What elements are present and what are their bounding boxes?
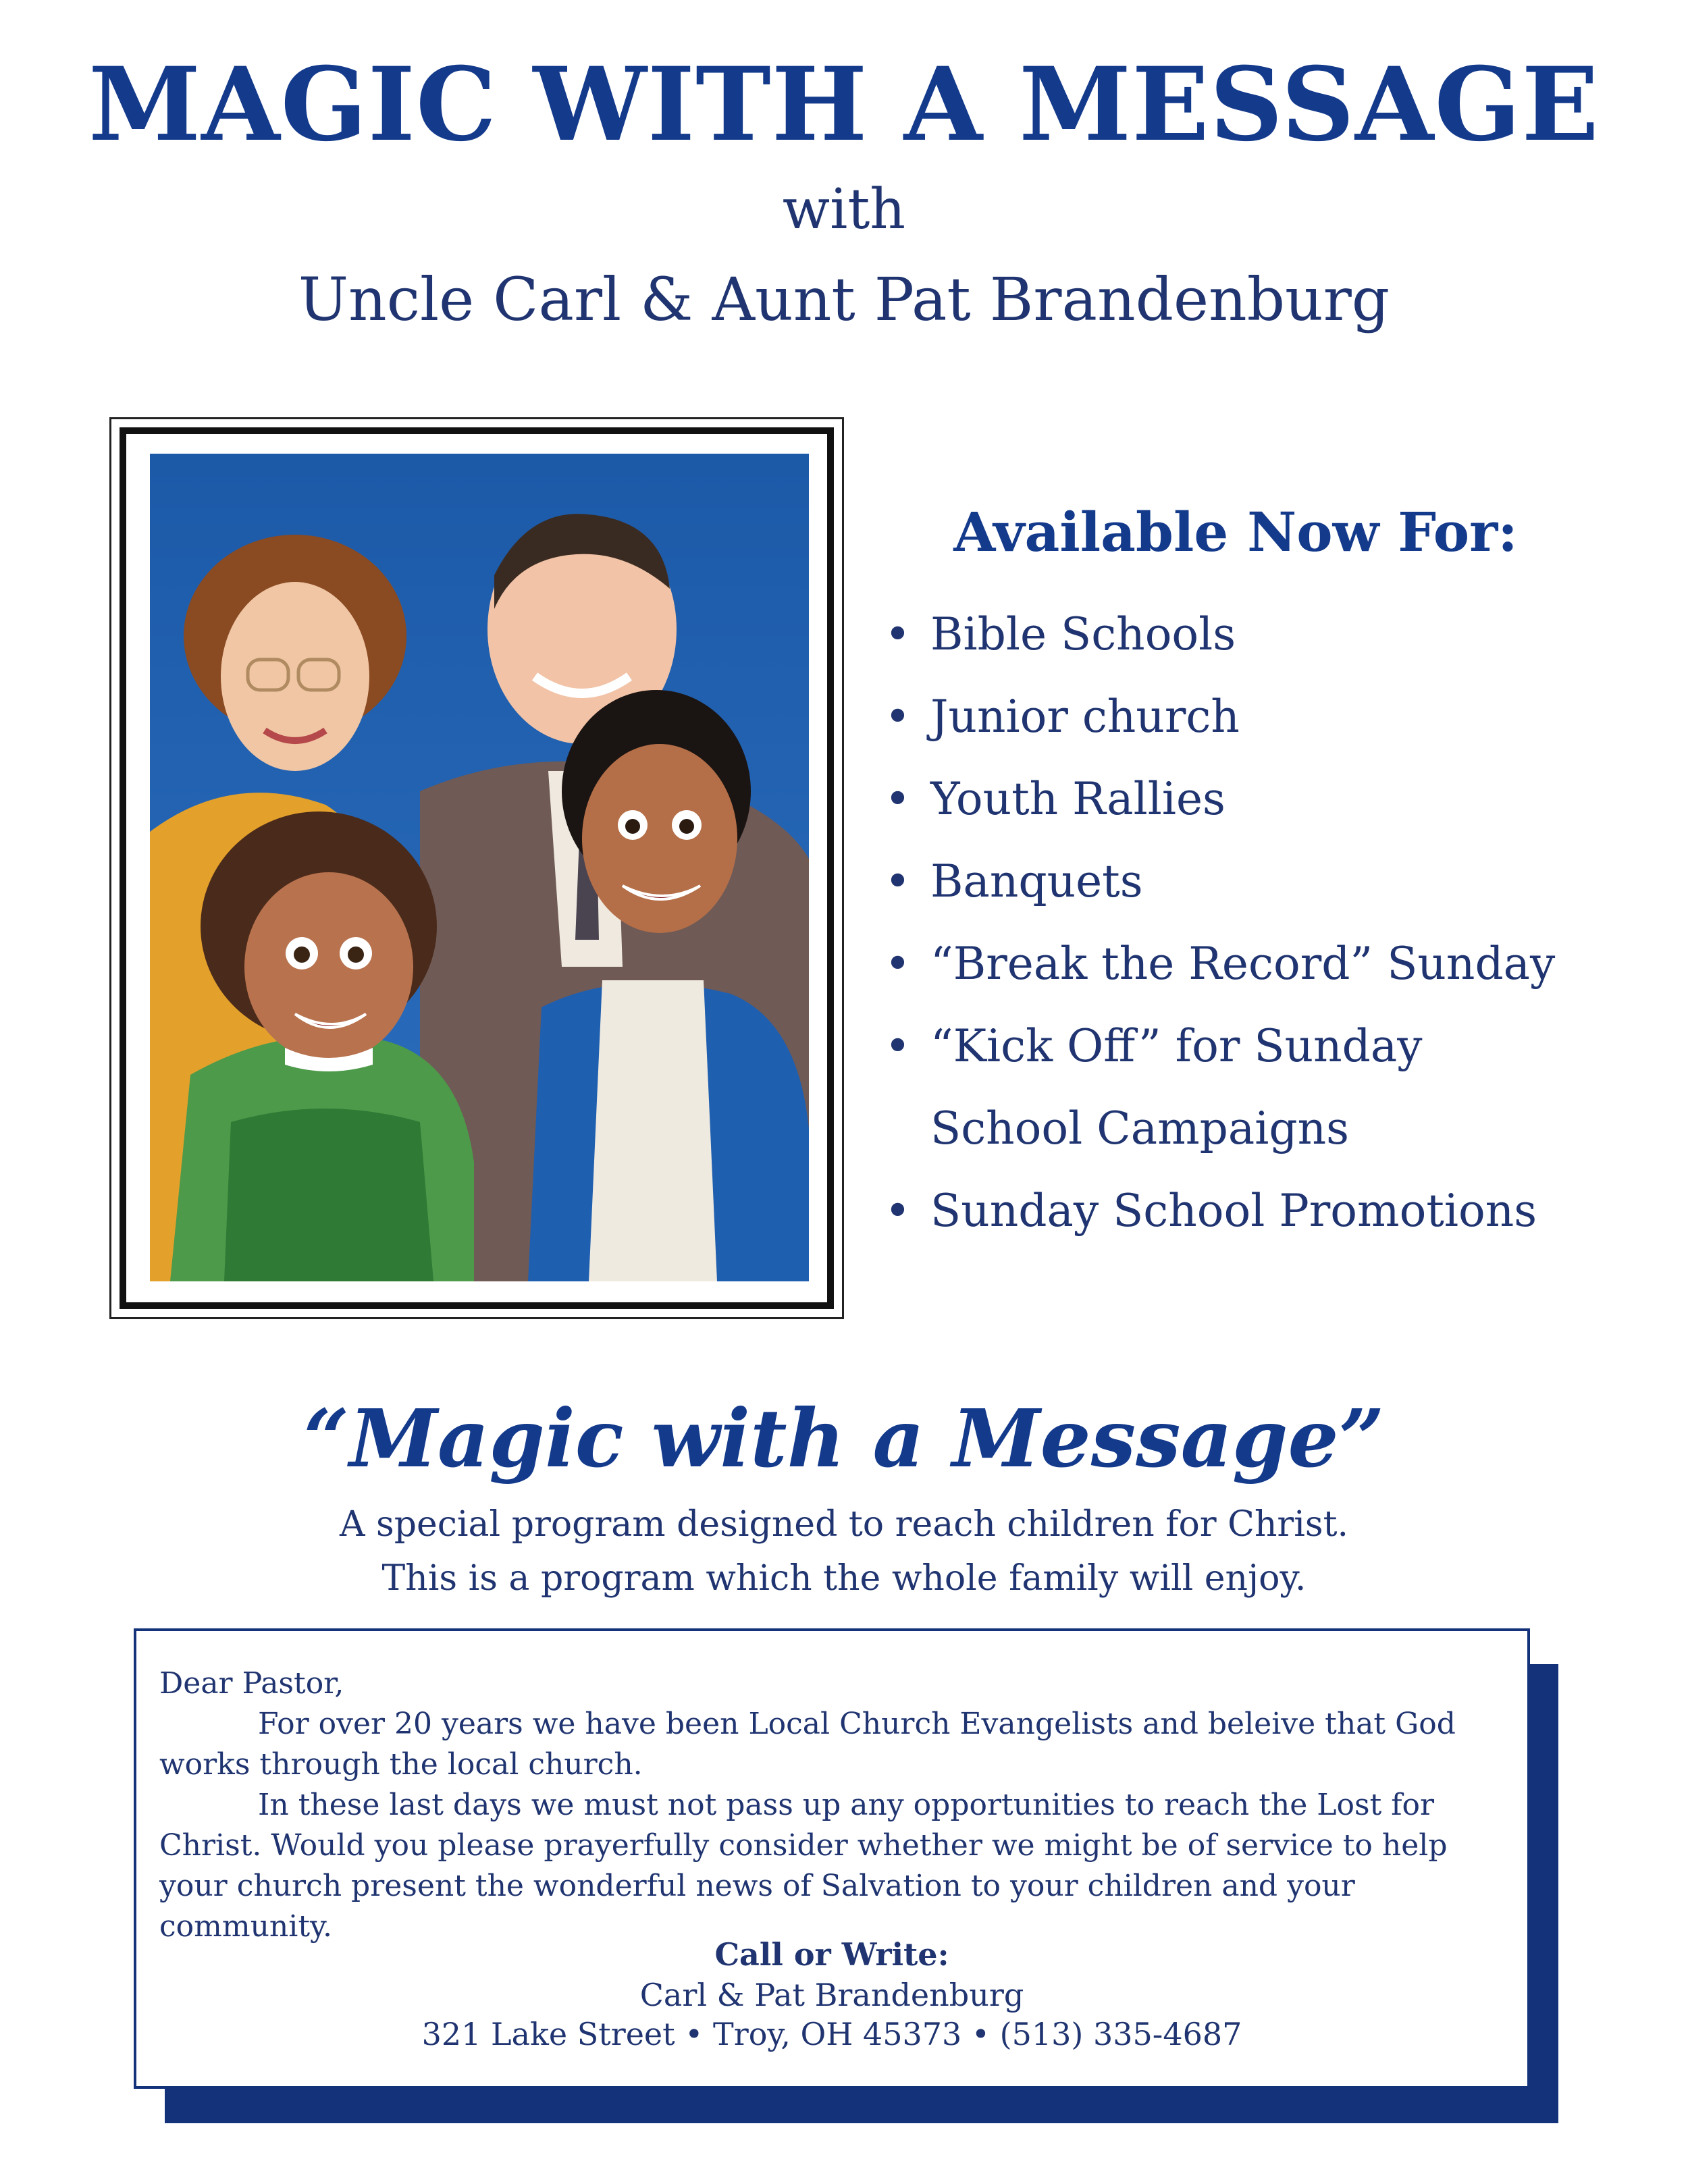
list-item-label: “Break the Record” Sunday — [930, 938, 1556, 990]
letter-paragraph-1-text: For over 20 years we have been Local Church Evangelists and beleive that God works through the local church. — [159, 1707, 1456, 1782]
list-item-label: Youth Rallies — [930, 773, 1225, 825]
list-item-label: Bible Schools — [930, 608, 1236, 660]
bullet-icon: • — [885, 938, 911, 990]
list-item — [885, 934, 1555, 1016]
letter-paragraph-1 — [159, 1704, 1523, 1785]
program-description-line-1: A special program designed to reach children for Christ. — [339, 1504, 1349, 1545]
list-item-label: Sunday School Promotions — [930, 1185, 1537, 1237]
list-item-label: “Kick Off” for Sunday — [930, 1020, 1423, 1072]
list-item — [885, 769, 1555, 851]
list-item — [885, 1181, 1555, 1263]
letter-salutation: Dear Pastor, — [159, 1666, 344, 1701]
bullet-icon: • — [885, 773, 911, 825]
page-title: MAGIC WITH A MESSAGE — [88, 45, 1600, 164]
list-item — [885, 1016, 1555, 1098]
bullet-icon: • — [885, 691, 911, 743]
family-with-ventriloquist-dummies-photo-icon — [150, 454, 809, 1281]
bullet-icon: • — [885, 1185, 911, 1237]
bullet-icon: • — [885, 855, 911, 907]
contact-address: 321 Lake Street • Troy, OH 45373 • (513) 335-4687 — [421, 2016, 1242, 2052]
available-list — [885, 604, 1555, 1263]
list-item — [885, 687, 1555, 769]
bullet-icon: • — [885, 608, 911, 660]
call-or-write-heading: Call or Write: — [714, 1936, 949, 1973]
list-item-continuation — [885, 1098, 1555, 1181]
list-item-label: Junior church — [930, 691, 1240, 743]
list-item — [885, 604, 1555, 687]
performer-names: Uncle Carl & Aunt Pat Brandenburg — [298, 265, 1390, 334]
available-title: Available Now For: — [953, 500, 1518, 564]
contact-name: Carl & Pat Brandenburg — [639, 1977, 1024, 2013]
letter-paragraph-2-text: In these last days we must not pass up any opportunities to reach the Lost for Christ. Would you please prayerfully consider whether we might be of service to help your church present the wonderful news of Salvation to your children and your community. — [159, 1788, 1448, 1944]
letter-paragraph-2 — [159, 1785, 1523, 1947]
bullet-icon: • — [885, 1020, 911, 1072]
family-photo — [150, 454, 809, 1281]
list-item — [885, 851, 1555, 934]
list-item-label: Banquets — [930, 855, 1143, 907]
letter-body — [159, 1663, 1523, 1947]
subtitle-with: with — [782, 178, 906, 242]
program-description-line-2: This is a program which the whole family will enjoy. — [381, 1558, 1307, 1599]
program-title: “Magic with a Message” — [303, 1391, 1385, 1485]
list-item-label: School Campaigns — [930, 1102, 1350, 1154]
